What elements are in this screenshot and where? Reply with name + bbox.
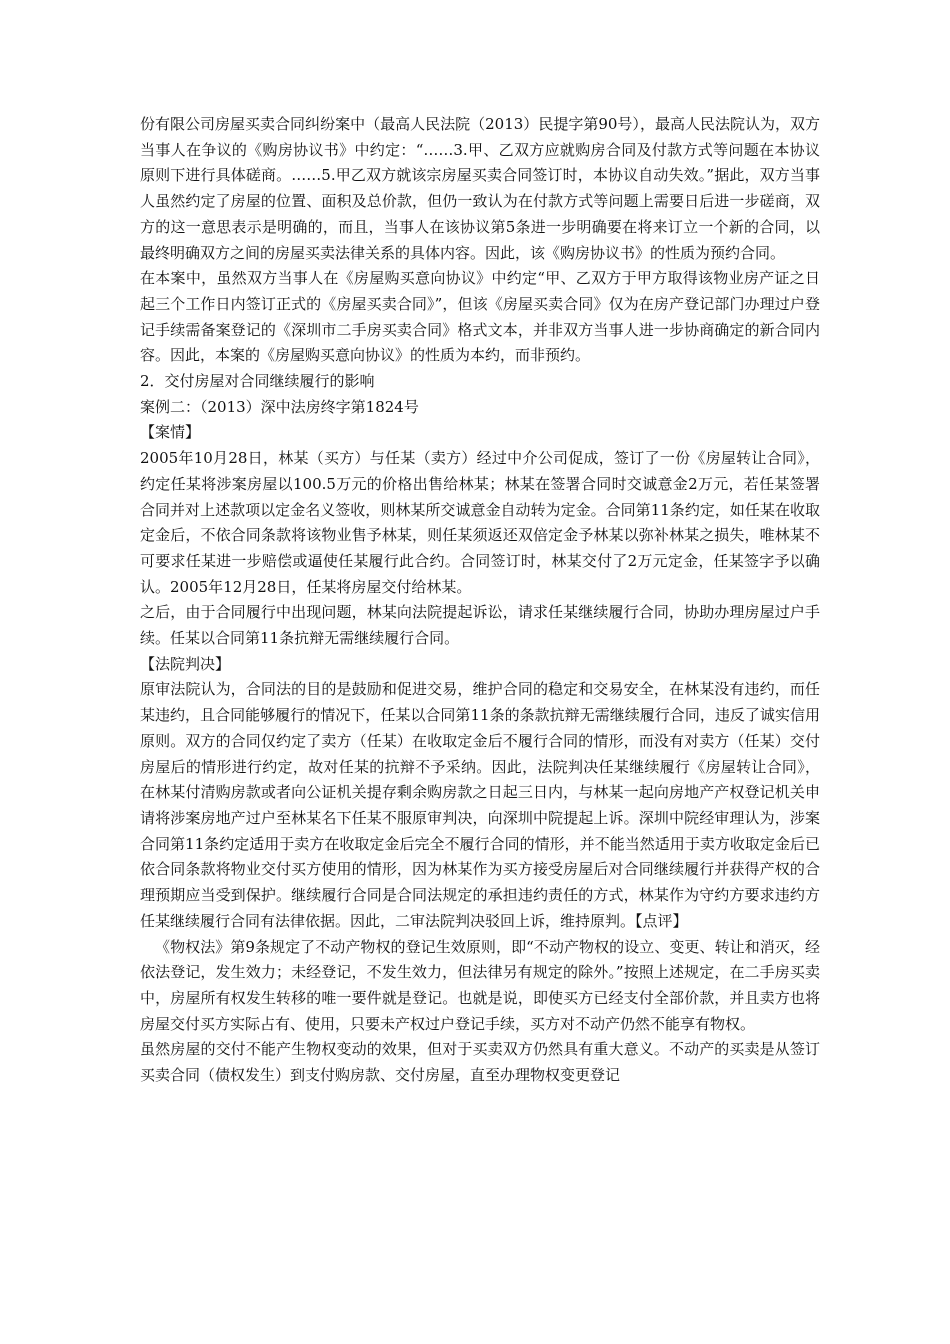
paragraph-judgment: 原审法院认为，合同法的目的是鼓励和促进交易，维护合同的稳定和交易安全，在林某没有违约，而任某违约，且合同能够履行的情况下，任某以合同第11条的条款抗辩无需继续履行合同，违反了诚实信用原则。双方的合同仅约定了卖方（任某）在收取定金后不履行合同的情形，而没有对卖方（任某）交付房屋后的情形进行约定，故对任某的抗辩不予采纳。因此，法院判决任某继续履行《房屋转让合同》，在林某付清购房款或者向公证机关提存剩余购房款之日起三日内，与林某一起向房地产产权登记机关申请将涉案房地产过户至林某名下任某不服原审判决，向深圳中院提起上诉。深圳中院经审理认为，涉案合同第11条约定适用于卖方在收取定金后完全不履行合同的情形，并不能当然适用于卖方收取定金后已依合同条款将物业交付买方使用的情形，因为林某作为买方接受房屋后对合同继续履行并获得产权的合理预期应当受到保护。继续履行合同是合同法规定的承担违约责任的方式，林某作为守约方要求违约方任某继续履行合同有法律依据。因此，二审法院判决驳回上诉，维持原判。【点评】 <box>140 680 820 930</box>
paragraph-this-case: 在本案中，虽然双方当事人在《房屋购买意向协议》中约定“甲、乙双方于甲方取得该物业房产证之日起三个工作日内签订正式的《房屋买卖合同》”，但该《房屋买卖合同》仅为在房产登记部门办理过户登记手续需备案登记的《深圳市二手房买卖合同》格式文本，并非双方当事人进一步协商确定的新合同内容。因此，本案的《房屋购买意向协议》的性质为本约，而非预约。 <box>140 269 820 365</box>
judgment-heading: 【法院判决】 <box>140 654 231 673</box>
paragraph-facts: 2005年10月28日，林某（买方）与任某（卖方）经过中介公司促成，签订了一份《房屋转让合同》，约定任某将涉案房屋以100.5万元的价格出售给林某；林某在签署合同时交诚意金2万元，若任某签署合同并对上述款项以定金名义签收，则林某所交诚意金自动转为定金。合同第11条约定，如任某在收取定金后，不依合同条款将该物业售予林某，则任某须返还双倍定金予林某以弥补林某之损失，唯林某不可要求任某进一步赔偿或逼使任某履行此合约。合同签订时，林某交付了2万元定金，任某签字予以确认。2005年12月28日，任某将房屋交付给林某。 <box>140 449 820 596</box>
paragraph-delivery-significance: 虽然房屋的交付不能产生物权变动的效果，但对于买卖双方仍然具有重大意义。不动产的买卖是从签订买卖合同（债权发生）到支付购房款、交付房屋，直至办理物权变更登记 <box>140 1040 820 1085</box>
paragraph-litigation: 之后，由于合同履行中出现问题，林某向法院提起诉讼，请求任某继续履行合同，协助办理房屋过户手续。任某以合同第11条抗辩无需继续履行合同。 <box>140 603 820 648</box>
section-heading: 2．交付房屋对合同继续履行的影响 <box>140 372 375 391</box>
facts-heading: 【案情】 <box>140 423 201 442</box>
paragraph-commentary: 《物权法》第9条规定了不动产物权的登记生效原则，即“不动产物权的设立、变更、转让和消灭，经依法登记，发生效力；未经登记，不发生效力，但法律另有规定的除外。”按照上述规定，在二手房买卖中，房屋所有权发生转移的唯一要件就是登记。也就是说，即使买方已经支付全部价款，并且卖方也将房屋交付买方实际占有、使用，只要未产权过户登记手续，买方对不动产仍然不能享有物权。 <box>140 937 820 1033</box>
document-body <box>140 112 820 1089</box>
paragraph-case-one-analysis: 份有限公司房屋买卖合同纠纷案中（最高人民法院（2013）民提字第90号），最高人民法院认为，双方当事人在争议的《购房协议书》中约定：“……3.甲、乙双方应就购房合同及付款方式等问题在本协议原则下进行具体磋商。……5.甲乙双方就该宗房屋买卖合同签订时，本协议自动失效。”据此，双方当事人虽然约定了房屋的位置、面积及总价款，但仍一致认为在付款方式等问题上需要日后进一步磋商，双方的这一意思表示是明确的，而且，当事人在该协议第5条进一步明确要在将来订立一个新的合同，以最终明确双方之间的房屋买卖法律关系的具体内容。因此，该《购房协议书》的性质为预约合同。 <box>140 115 820 262</box>
case-two-title: 案例二：（2013）深中法房终字第1824号 <box>140 397 419 416</box>
